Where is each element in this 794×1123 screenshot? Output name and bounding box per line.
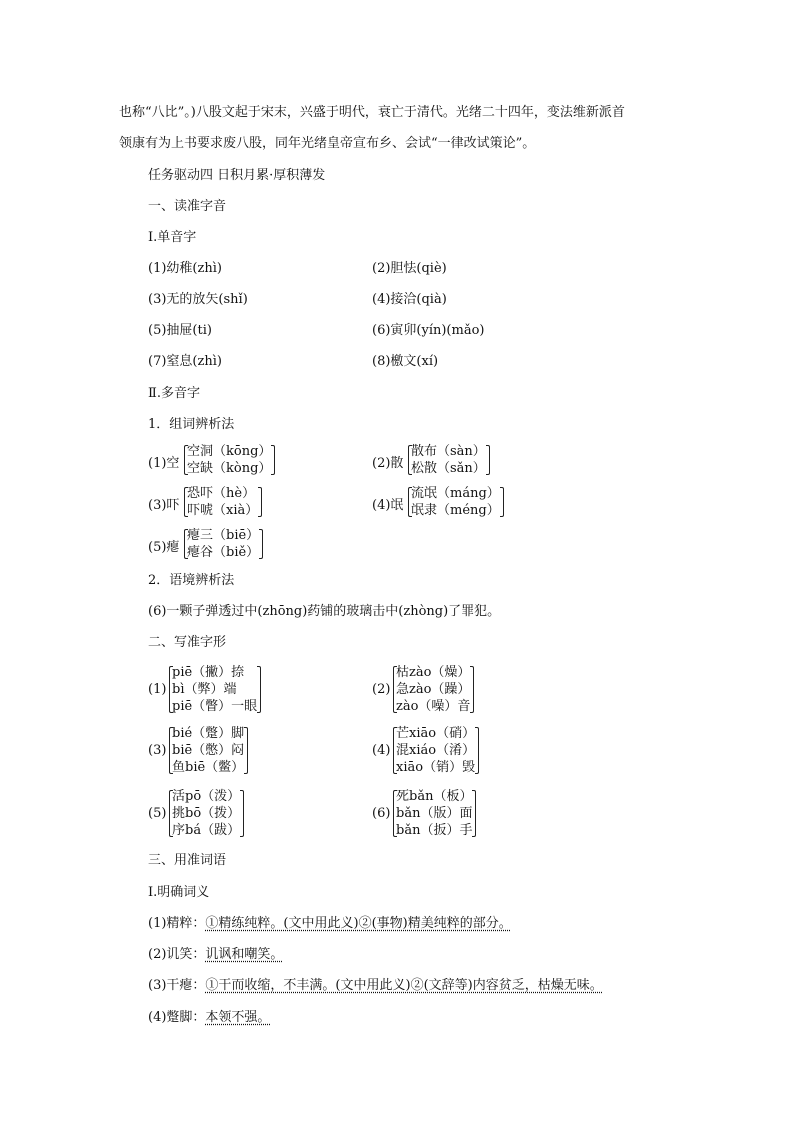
definition-item — [148, 977, 603, 995]
definition-term: (2)讥笑： — [148, 947, 206, 962]
definition-text: ①精练纯粹。(文中用此义)②(事物)精美纯粹的部分。 — [205, 916, 512, 931]
single-char-heading: Ⅰ.单音字 — [148, 230, 197, 245]
glyph-word: piē（撇）捺 — [172, 665, 245, 680]
polyphone-word: 散布（sàn） — [411, 444, 486, 459]
intro-line-1: 也称“八比”。)八股文起于宋末，兴盛于明代，衰亡于清代。光绪二十四年，变法维新派首 — [119, 105, 625, 120]
single-char-item: (3)无的放矢(shǐ) — [148, 292, 248, 307]
glyph-word: bǎn（扳）手 — [396, 823, 473, 838]
glyph-word: 序bá（跋） — [172, 823, 241, 838]
glyph-word: xiāo（销）毁 — [396, 760, 476, 775]
polyphone-word: 瘪谷（biě） — [187, 545, 260, 560]
single-char-item: (2)胆怯(qiè) — [372, 261, 447, 276]
method-2-heading: 2．语境辨析法 — [148, 573, 235, 588]
polyphone-lead: (5)瘪 — [148, 540, 180, 555]
glyph-lead: (1) — [148, 682, 167, 697]
polyphone-word: 瘪三（biē） — [187, 528, 260, 543]
polyphone-word: 吓唬（xià） — [187, 503, 259, 518]
method-1-heading: 1．组词辨析法 — [148, 417, 235, 432]
polyphone-lead: (4)氓 — [372, 498, 404, 513]
glyph-word: 死bǎn（板） — [396, 789, 473, 804]
section-1-heading: 一、读准字音 — [148, 199, 227, 214]
definition-item — [148, 915, 512, 933]
glyph-lead: (3) — [148, 743, 167, 758]
definition-text: 讥讽和嘲笑。 — [205, 947, 284, 962]
polyphone-lead: (2)散 — [372, 456, 404, 471]
polyphone-word: 流氓（máng） — [411, 486, 500, 501]
single-char-item: (8)檄文(xí) — [372, 354, 439, 369]
glyph-lead: (2) — [372, 682, 391, 697]
glyph-word: zào（噪）音 — [396, 699, 471, 714]
intro-line-2: 领康有为上书要求废八股，同年光绪皇帝宣布乡、会试“一律改试策论”。 — [119, 136, 536, 151]
glyph-lead: (5) — [148, 806, 167, 821]
single-char-item: (4)接洽(qià) — [372, 292, 447, 307]
task-title: 任务驱动四 日积月累·厚积薄发 — [148, 168, 326, 183]
glyph-word: 活pō（泼） — [172, 789, 241, 804]
single-char-item: (1)幼稚(zhì) — [148, 261, 222, 276]
section-2-heading: 二、写准字形 — [148, 635, 227, 650]
polyphone-lead: (1)空 — [148, 456, 180, 471]
section-3-heading: 三、用准词语 — [148, 853, 227, 868]
definitions-heading: Ⅰ.明确词义 — [148, 885, 210, 900]
definition-item — [148, 946, 283, 964]
glyph-lead: (6) — [372, 806, 391, 821]
definition-item — [148, 1009, 270, 1027]
polyphone-lead: (3)吓 — [148, 498, 180, 513]
multi-char-heading: Ⅱ.多音字 — [148, 386, 200, 401]
glyph-word: bǎn（版）面 — [396, 806, 473, 821]
definition-term: (1)精粹： — [148, 916, 206, 931]
definition-text: ①干而收缩，不丰满。(文中用此义)②(文辞等)内容贫乏，枯燥无味。 — [205, 978, 603, 993]
polyphone-word: 氓隶（méng） — [411, 503, 500, 518]
definition-term: (3)干瘪： — [148, 978, 206, 993]
glyph-word: bì（弊）端 — [172, 682, 237, 697]
glyph-word: bié（蹩）脚 — [172, 726, 245, 741]
glyph-word: 芒xiāo（硝） — [396, 726, 476, 741]
single-char-item: (5)抽屉(ti) — [148, 323, 212, 338]
polyphone-word: 恐吓（hè） — [187, 486, 256, 501]
polyphone-word: 空缺（kòng） — [187, 461, 272, 476]
definition-term: (4)蹩脚： — [148, 1010, 206, 1025]
glyph-word: biē（憋）闷 — [172, 743, 245, 758]
glyph-word: piē（瞥）一眼 — [172, 699, 258, 714]
polyphone-word: 松散（sǎn） — [411, 461, 486, 476]
definition-text: 本领不强。 — [205, 1010, 271, 1025]
glyph-word: 鱼biē（鳖） — [172, 760, 245, 775]
glyph-word: 枯zào（燥） — [396, 665, 471, 680]
glyph-word: 挑bō（拨） — [172, 806, 241, 821]
glyph-lead: (4) — [372, 743, 391, 758]
context-sentence: (6)一颗子弹透过中(zhōng)药铺的玻璃击中(zhòng)了罪犯。 — [148, 604, 501, 619]
glyph-word: 混xiáo（淆） — [396, 743, 476, 758]
single-char-item: (7)窒息(zhì) — [148, 354, 222, 369]
polyphone-word: 空洞（kōng） — [187, 444, 272, 459]
glyph-word: 急zào（躁） — [396, 682, 471, 697]
single-char-item: (6)寅卯(yín)(mǎo) — [372, 323, 485, 338]
